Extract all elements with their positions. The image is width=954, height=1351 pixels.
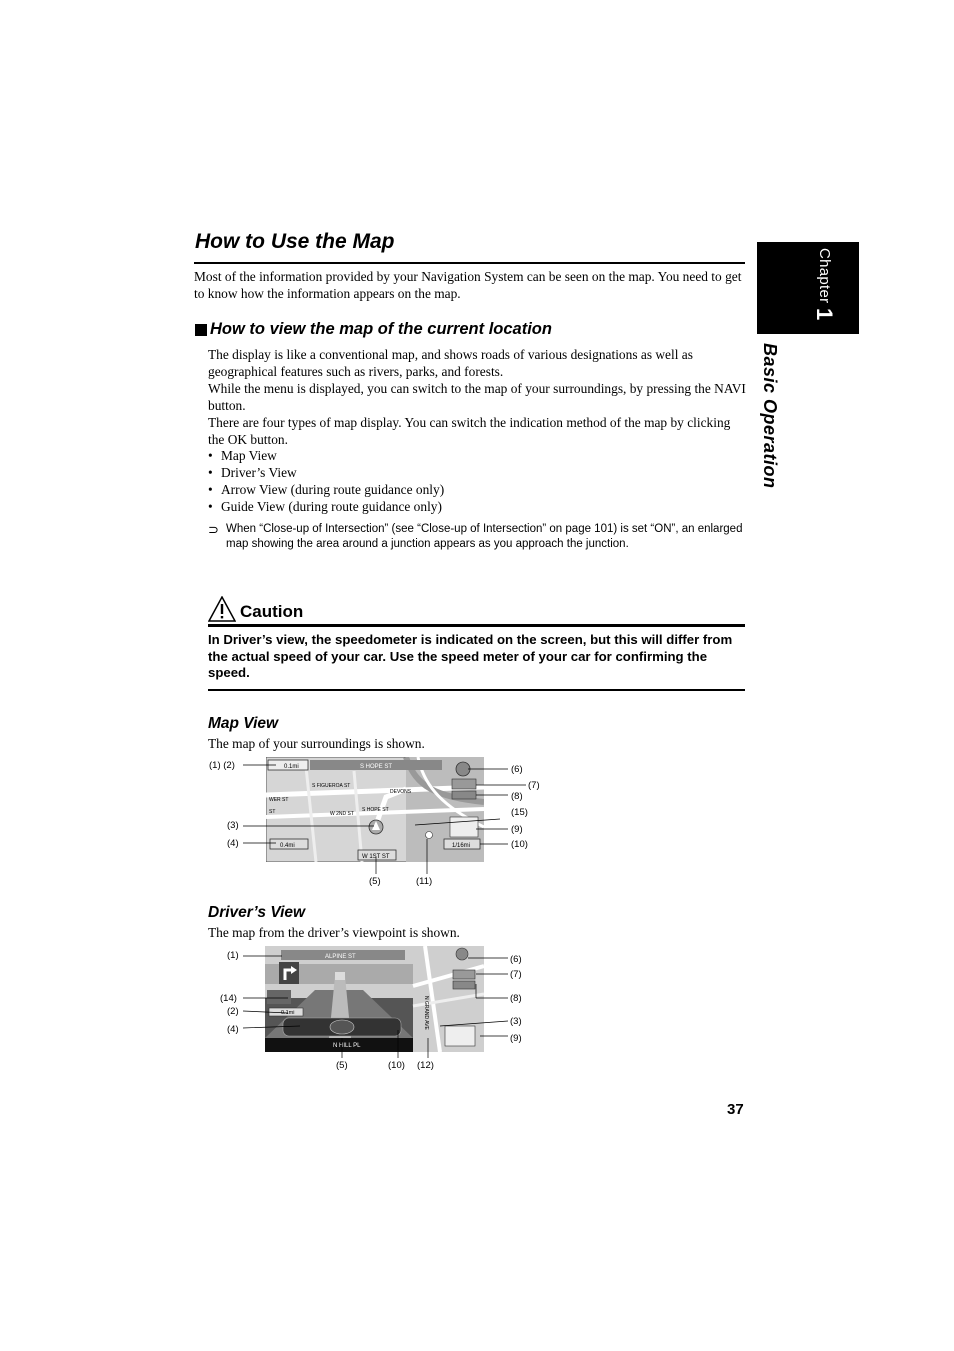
street-label: ST: [269, 809, 276, 815]
map-view-leader-lines: [240, 757, 540, 887]
chapter-tab: [757, 242, 859, 334]
list-item: • Guide View (during route guidance only): [208, 498, 444, 515]
street-label: S HOPE ST: [362, 807, 389, 813]
list-item: • Arrow View (during route guidance only): [208, 481, 444, 498]
section-paragraph-3: There are four types of map display. You can switch the indication method of the map by clicking the OK button.: [208, 415, 731, 447]
callout-label: (9): [511, 824, 523, 835]
bottom-street-text: N HILL PL: [333, 1043, 361, 1049]
street-label: S FIGUEROA ST: [312, 783, 351, 789]
page-number: 37: [727, 1101, 744, 1118]
top-street-text: S HOPE ST: [360, 764, 393, 770]
note-text: When “Close-up of Intersection” (see “Close-up of Intersection” on page 101) is set “ON”, an enlarged map showing the area around a junction appears as you approach the junction.: [226, 523, 743, 550]
callout-label: (7): [510, 969, 522, 980]
note-arrow-icon: ⊃: [208, 522, 219, 537]
section-heading: [195, 320, 552, 339]
callout-label: (9): [510, 1033, 522, 1044]
map-view-description: The map of your surroundings is shown.: [208, 736, 425, 751]
callout-label: (7): [528, 780, 540, 791]
callout-label: (1) (2): [209, 760, 235, 771]
callout-label: (8): [510, 993, 522, 1004]
street-label: DEVONS: [390, 789, 412, 795]
caution-label: Caution: [240, 602, 304, 621]
map-types-list: [208, 447, 444, 515]
callout-label: (15): [511, 807, 528, 818]
distance-text: 0.1mi: [281, 1010, 295, 1016]
section-paragraph-1: The display is like a conventional map, and shows roads of various designations as well as geographical features such as rivers, parks, and forests.: [208, 347, 693, 379]
callout-label: (10): [511, 839, 528, 850]
side-street-text: N GRAND AVE: [423, 996, 429, 1030]
street-label: W 2ND ST: [330, 811, 354, 817]
caution-heading: [208, 596, 303, 622]
callout-label: (4): [227, 1024, 239, 1035]
top-street-text: ALPINE ST: [325, 954, 356, 960]
caution-text: In Driver’s view, the speedometer is indicated on the screen, but this will differ from the actual speed of your car. Use the speed meter of your car for confirming the speed.: [208, 632, 733, 680]
page-title: How to Use the Map: [195, 230, 395, 253]
drivers-view-leader-lines: [240, 946, 540, 1066]
callout-label: (10): [388, 1060, 405, 1071]
caution-rule-top: [208, 624, 745, 627]
street-label: WER ST: [269, 797, 289, 803]
drivers-view-description: The map from the driver’s viewpoint is shown.: [208, 925, 460, 940]
callout-label: (1): [227, 950, 239, 961]
square-bullet-icon: [195, 324, 207, 336]
drivers-view-heading: Driver’s View: [208, 904, 306, 921]
callout-label: (3): [227, 820, 239, 831]
section-paragraph-2: While the menu is displayed, you can switch to the map of your surroundings, by pressing the NAVI button.: [208, 381, 746, 413]
chapter-number: 1: [812, 307, 837, 321]
callout-label: (6): [510, 954, 522, 965]
caution-rule-bottom: [208, 689, 745, 691]
callout-label: (6): [511, 764, 523, 775]
section-heading-text: How to view the map of the current location: [210, 320, 552, 338]
side-title: Basic Operation: [760, 343, 780, 489]
title-rule: [194, 262, 745, 264]
intro-paragraph: Most of the information provided by your Navigation System can be seen on the map. You need to get to know how the information appears on the map.: [194, 269, 742, 301]
distance-bottom-text: 0.4mi: [280, 843, 295, 849]
warning-icon: [208, 596, 236, 622]
scale-text: 1/16mi: [452, 843, 471, 849]
callout-label: (5): [369, 876, 381, 887]
callout-label: (8): [511, 791, 523, 802]
note: [208, 522, 748, 552]
list-item: • Driver’s View: [208, 464, 444, 481]
callout-label: (12): [417, 1060, 434, 1071]
callout-label: (5): [336, 1060, 348, 1071]
bottom-street-text: W 1ST ST: [362, 854, 390, 860]
callout-label: (2): [227, 1006, 239, 1017]
callout-label: (11): [416, 876, 433, 887]
callout-label: (4): [227, 838, 239, 849]
callout-label: (14): [220, 993, 237, 1004]
callout-label: (3): [510, 1016, 522, 1027]
map-view-heading: Map View: [208, 715, 279, 732]
list-item: • Map View: [208, 447, 444, 464]
chapter-label: Chapter 1: [812, 248, 837, 321]
distance-top-text: 0.1mi: [284, 764, 299, 770]
